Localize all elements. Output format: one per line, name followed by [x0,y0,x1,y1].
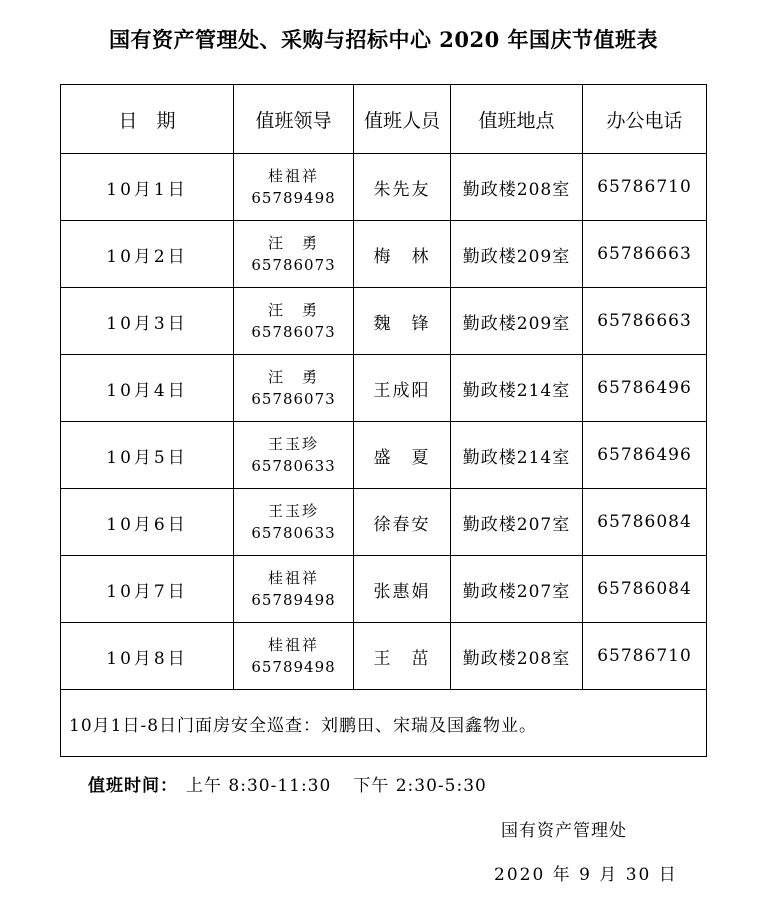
cell-staff: 朱先友 [354,154,451,221]
table-row [61,154,707,221]
leader-name: 桂祖祥 [267,167,319,185]
leader-name: 王玉珍 [267,502,319,520]
header-phone: 办公电话 [583,85,707,154]
table-note-row [61,690,707,757]
cell-location: 勤政楼207室 [451,556,583,623]
table-header-row [61,85,707,154]
leader-name: 汪 勇 [267,301,319,319]
header-leader: 值班领导 [234,85,354,154]
leader-phone: 65786073 [251,323,336,341]
cell-date: 10月7日 [61,556,234,623]
table-row [61,422,707,489]
cell-location: 勤政楼209室 [451,221,583,288]
cell-date: 10月2日 [61,221,234,288]
leader-name: 桂祖祥 [267,636,319,654]
leader-name: 王玉珍 [267,435,319,453]
duty-schedule-table [60,84,707,757]
cell-staff: 王成阳 [354,355,451,422]
signature-date: 2020 年 9 月 30 日 [494,865,678,885]
cell-leader [234,556,354,623]
cell-location: 勤政楼214室 [451,355,583,422]
cell-phone: 65786084 [583,489,707,556]
table-row [61,623,707,690]
cell-date: 10月3日 [61,288,234,355]
cell-date: 10月1日 [61,154,234,221]
cell-staff: 张惠娟 [354,556,451,623]
table-row [61,556,707,623]
table-row [61,355,707,422]
cell-phone: 65786663 [583,221,707,288]
duty-hours-afternoon: 下午 2:30-5:30 [353,776,487,796]
leader-name: 桂祖祥 [267,569,319,587]
cell-leader [234,221,354,288]
cell-phone: 65786496 [583,422,707,489]
cell-phone: 65786710 [583,154,707,221]
leader-phone: 65789498 [251,658,336,676]
cell-staff: 王 茁 [354,623,451,690]
leader-phone: 65786073 [251,256,336,274]
document-title: 国有资产管理处、采购与招标中心 2020 年国庆节值班表 [108,27,659,52]
cell-date: 10月5日 [61,422,234,489]
header-date: 日 期 [61,85,234,154]
cell-leader [234,489,354,556]
cell-leader [234,422,354,489]
signature-office: 国有资产管理处 [501,821,627,841]
cell-location: 勤政楼209室 [451,288,583,355]
leader-phone: 65789498 [251,189,336,207]
leader-phone: 65789498 [251,591,336,609]
cell-leader [234,288,354,355]
cell-location: 勤政楼214室 [451,422,583,489]
cell-staff: 魏 锋 [354,288,451,355]
cell-phone: 65786663 [583,288,707,355]
duty-hours-morning: 上午 8:30-11:30 [186,776,332,796]
cell-leader [234,154,354,221]
cell-date: 10月6日 [61,489,234,556]
leader-phone: 65786073 [251,390,336,408]
cell-date: 10月4日 [61,355,234,422]
cell-phone: 65786084 [583,556,707,623]
table-row [61,221,707,288]
leader-name: 汪 勇 [267,234,319,252]
cell-location: 勤政楼208室 [451,623,583,690]
leader-phone: 65780633 [251,524,336,542]
cell-phone: 65786496 [583,355,707,422]
cell-leader [234,355,354,422]
table-row [61,288,707,355]
header-staff: 值班人员 [354,85,451,154]
leader-phone: 65780633 [251,457,336,475]
duty-hours [88,771,487,796]
cell-location: 勤政楼207室 [451,489,583,556]
header-location: 值班地点 [451,85,583,154]
cell-staff: 盛 夏 [354,422,451,489]
duty-hours-label: 值班时间： [88,776,178,796]
cell-staff: 徐春安 [354,489,451,556]
table-row [61,489,707,556]
leader-name: 汪 勇 [267,368,319,386]
cell-date: 10月8日 [61,623,234,690]
cell-staff: 梅 林 [354,221,451,288]
cell-leader [234,623,354,690]
patrol-note: 10月1日-8日门面房安全巡查：刘鹏田、宋瑞及国鑫物业。 [61,690,707,757]
cell-phone: 65786710 [583,623,707,690]
cell-location: 勤政楼208室 [451,154,583,221]
